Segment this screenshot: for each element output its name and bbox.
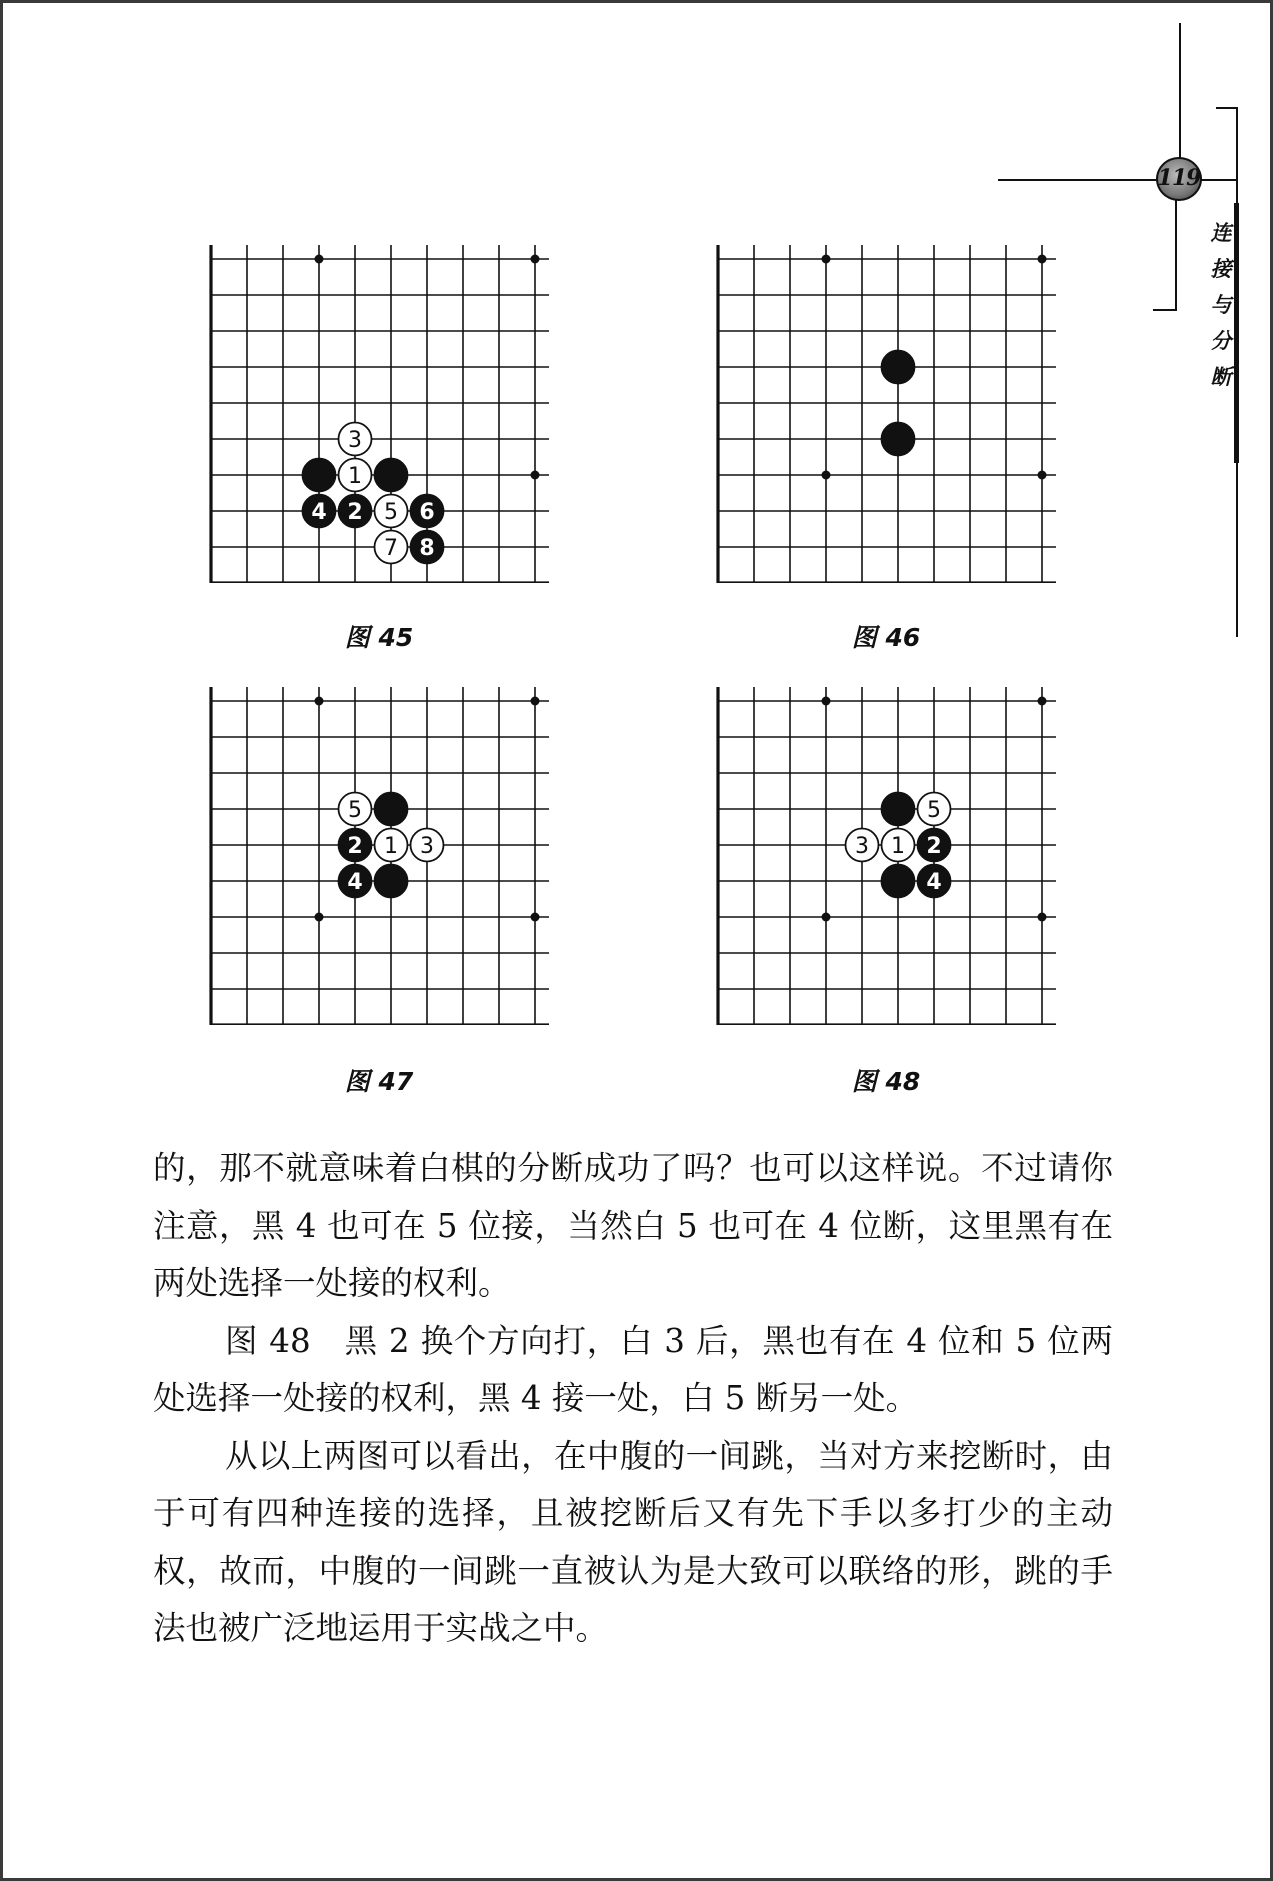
move-number: 4 <box>926 870 942 895</box>
black-stone <box>339 865 372 898</box>
white-stone <box>375 495 408 528</box>
move-number: 1 <box>384 834 398 859</box>
header-bracket-top <box>1216 107 1238 109</box>
black-stone <box>882 793 915 826</box>
black-stone <box>339 495 372 528</box>
go-diagram-47 <box>205 683 557 1025</box>
paragraph-continuation: 的，那不就意味着白棋的分断成功了吗？也可以这样说。不过请你注意，黑 4 也可在 5 位接，当然白 5 也可在 4 位断，这里黑有在两处选择一处接的权利。 <box>153 1149 1113 1302</box>
go-diagram-46 <box>712 241 1064 583</box>
star-point <box>315 697 324 706</box>
move-number: 3 <box>855 834 869 859</box>
black-stone <box>411 531 444 564</box>
paragraph-figure-48: 图 48 黑 2 换个方向打，白 3 后，黑也有在 4 位和 5 位两处选择一处接的权利，黑 4 接一处，白 5 断另一处。 <box>153 1321 1113 1417</box>
header-left-foot <box>1153 309 1177 311</box>
move-number: 1 <box>348 464 362 489</box>
black-stone <box>918 865 951 898</box>
go-diagram-48 <box>712 683 1064 1025</box>
paragraph-summary: 从以上两图可以看出，在中腹的一间跳，当对方来挖断时，由于可有四种连接的选择，且被挖断后又有先下手以多打少的主动权，故而，中腹的一间跳一直被认为是大致可以联络的形，跳的手法也被广泛地运用于实战之中。 <box>153 1436 1113 1647</box>
star-point <box>1038 471 1047 480</box>
move-number: 4 <box>347 870 363 895</box>
star-point <box>315 913 324 922</box>
black-stone <box>882 351 915 384</box>
white-stone <box>411 829 444 862</box>
page-number: 119 <box>1157 165 1201 191</box>
move-number: 3 <box>348 428 362 453</box>
go-diagram-45 <box>205 241 557 583</box>
chapter-title <box>1204 215 1238 395</box>
figure-caption-45: 图 45 <box>344 623 414 652</box>
move-number: 5 <box>348 798 362 823</box>
black-stone <box>375 793 408 826</box>
white-stone <box>339 459 372 492</box>
black-stone <box>339 829 372 862</box>
black-stone <box>303 459 336 492</box>
star-point <box>531 697 540 706</box>
move-number: 2 <box>347 834 363 859</box>
figure-caption-46: 图 46 <box>851 623 921 652</box>
star-point <box>1038 697 1047 706</box>
star-point <box>531 255 540 264</box>
body-text <box>153 1140 1113 1658</box>
white-stone <box>375 829 408 862</box>
black-stone <box>882 865 915 898</box>
move-number: 1 <box>891 834 905 859</box>
figure-caption-48: 图 48 <box>851 1067 921 1096</box>
white-stone <box>846 829 879 862</box>
move-number: 2 <box>926 834 942 859</box>
move-number: 5 <box>384 500 398 525</box>
star-point <box>822 471 831 480</box>
black-stone <box>375 459 408 492</box>
black-stone <box>411 495 444 528</box>
white-stone <box>918 793 951 826</box>
star-point <box>531 913 540 922</box>
chapter-title-char: 与 <box>1210 293 1232 317</box>
move-number: 5 <box>927 798 941 823</box>
chapter-title-char: 连 <box>1210 221 1232 245</box>
star-point <box>1038 913 1047 922</box>
white-stone <box>339 423 372 456</box>
figure-caption-47: 图 47 <box>344 1067 414 1096</box>
black-stone <box>303 495 336 528</box>
star-point <box>822 255 831 264</box>
star-point <box>1038 255 1047 264</box>
white-stone <box>882 829 915 862</box>
move-number: 8 <box>419 536 435 561</box>
move-number: 2 <box>347 500 363 525</box>
white-stone <box>339 793 372 826</box>
chapter-title-char: 断 <box>1210 365 1232 389</box>
move-number: 7 <box>384 536 398 561</box>
black-stone <box>882 423 915 456</box>
move-number: 4 <box>311 500 327 525</box>
star-point <box>822 697 831 706</box>
star-point <box>531 471 540 480</box>
move-number: 3 <box>420 834 434 859</box>
chapter-title-char: 接 <box>1210 257 1232 281</box>
move-number: 6 <box>419 500 435 525</box>
star-point <box>822 913 831 922</box>
black-stone <box>375 865 408 898</box>
star-point <box>315 255 324 264</box>
chapter-title-char: 分 <box>1210 329 1232 353</box>
black-stone <box>918 829 951 862</box>
white-stone <box>375 531 408 564</box>
